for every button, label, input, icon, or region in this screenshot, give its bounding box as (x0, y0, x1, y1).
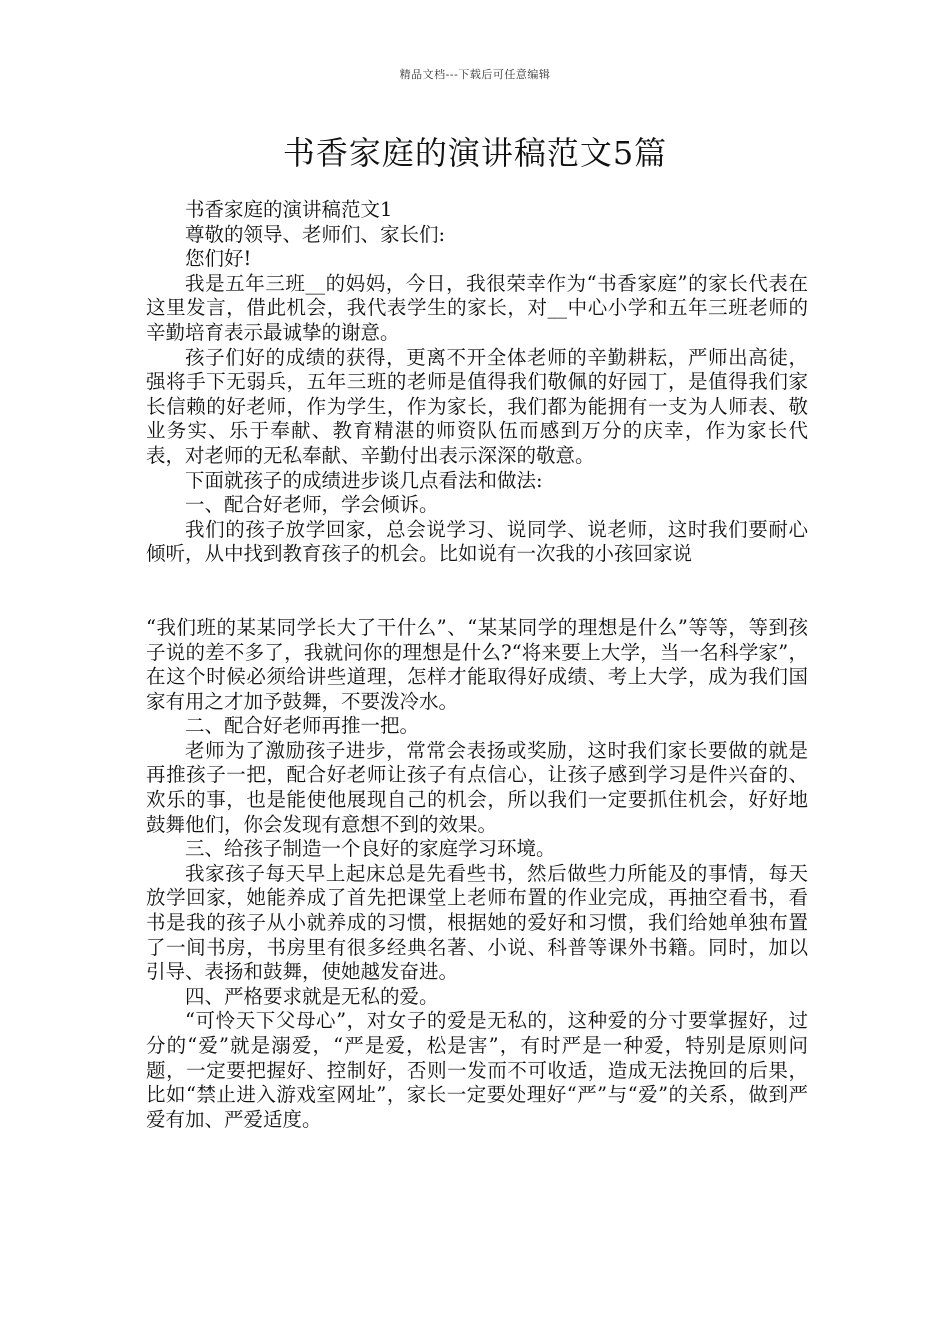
point-heading: 三、给孩子制造一个良好的家庭学习环境。 (185, 837, 556, 861)
point-heading: 四、严格要求就是无私的爱。 (185, 984, 439, 1008)
greeting: 您们好! (185, 247, 252, 271)
paragraph: 下面就孩子的成绩进步谈几点看法和做法: (185, 468, 543, 492)
document-title: 书香家庭的演讲稿范文5篇 (282, 134, 668, 172)
paragraph: “可怜天下父母心”，对女子的爱是无私的，这种爱的分寸要掌握好，过分的“爱”就是溺爱，“严是爱，松是害”，有时严是一种爱，特别是原则问题，一定要把握好、控制好，否则一发而不可收适，造成无法挽回的后果，比如“禁止进入游戏室网址”，家长一定要处理好“严”与“爱”的关系，做到严爱有加、严爱适度。 (146, 1009, 808, 1131)
page-gap (146, 567, 808, 616)
document-body (146, 198, 808, 1132)
paragraph: 我是五年三班__的妈妈，今日，我很荣幸作为“书香家庭”的家长代表在这里发言，借此机会，我代表学生的家长，对__中心小学和五年三班老师的辛勤培育表示最诚挚的谢意。 (146, 271, 808, 344)
paragraph: 老师为了激励孩子进步，常常会表扬或奖励，这时我们家长要做的就是再推孩子一把，配合好老师让孩子有点信心，让孩子感到学习是件兴奋的、欢乐的事，也是能使他展现自己的机会，所以我们一定要抓住机会，好好地鼓舞他们，你会发现有意想不到的效果。 (146, 738, 808, 836)
point-heading: 一、配合好老师，学会倾诉。 (185, 493, 439, 517)
salutation: 尊敬的领导、老师们、家长们: (185, 222, 446, 246)
paragraph-continuation: “我们班的某某同学长大了干什么”、“某某同学的理想是什么”等等，等到孩子说的差不多了，我就问你的理想是什么?“将来要上大学，当一名科学家”，在这个时候必须给讲些道理，怎样才能取得好成绩、考上大学，成为我们国家有用之才加予鼓舞，不要泼冷水。 (146, 615, 808, 713)
header-note: 精品文档---下载后可任意编辑 (399, 68, 551, 81)
section-heading: 书香家庭的演讲稿范文1 (185, 198, 393, 221)
paragraph: 孩子们好的成绩的获得，更离不开全体老师的辛勤耕耘，严师出高徒，强将手下无弱兵，五年三班的老师是值得我们敬佩的好园丁，是值得我们家长信赖的好老师，作为学生，作为家长，我们都为能拥有一支为人师表、敬业务实、乐于奉献、教育精湛的师资队伍而感到万分的庆幸，作为家长代表，对老师的无私奉献、辛勤付出表示深深的敬意。 (146, 345, 808, 467)
paragraph: 我们的孩子放学回家，总会说学习、说同学、说老师，这时我们要耐心倾听，从中找到教育孩子的机会。比如说有一次我的小孩回家说 (146, 517, 808, 566)
point-heading: 二、配合好老师再推一把。 (185, 714, 420, 738)
paragraph: 我家孩子每天早上起床总是先看些书，然后做些力所能及的事情，每天放学回家，她能养成了首先把课堂上老师布置的作业完成，再抽空看书，看书是我的孩子从小就养成的习惯，根据她的爱好和习惯，我们给她单独布置了一间书房，书房里有很多经典名著、小说、科普等课外书籍。同时，加以引导、表扬和鼓舞，使她越发奋进。 (146, 861, 808, 984)
